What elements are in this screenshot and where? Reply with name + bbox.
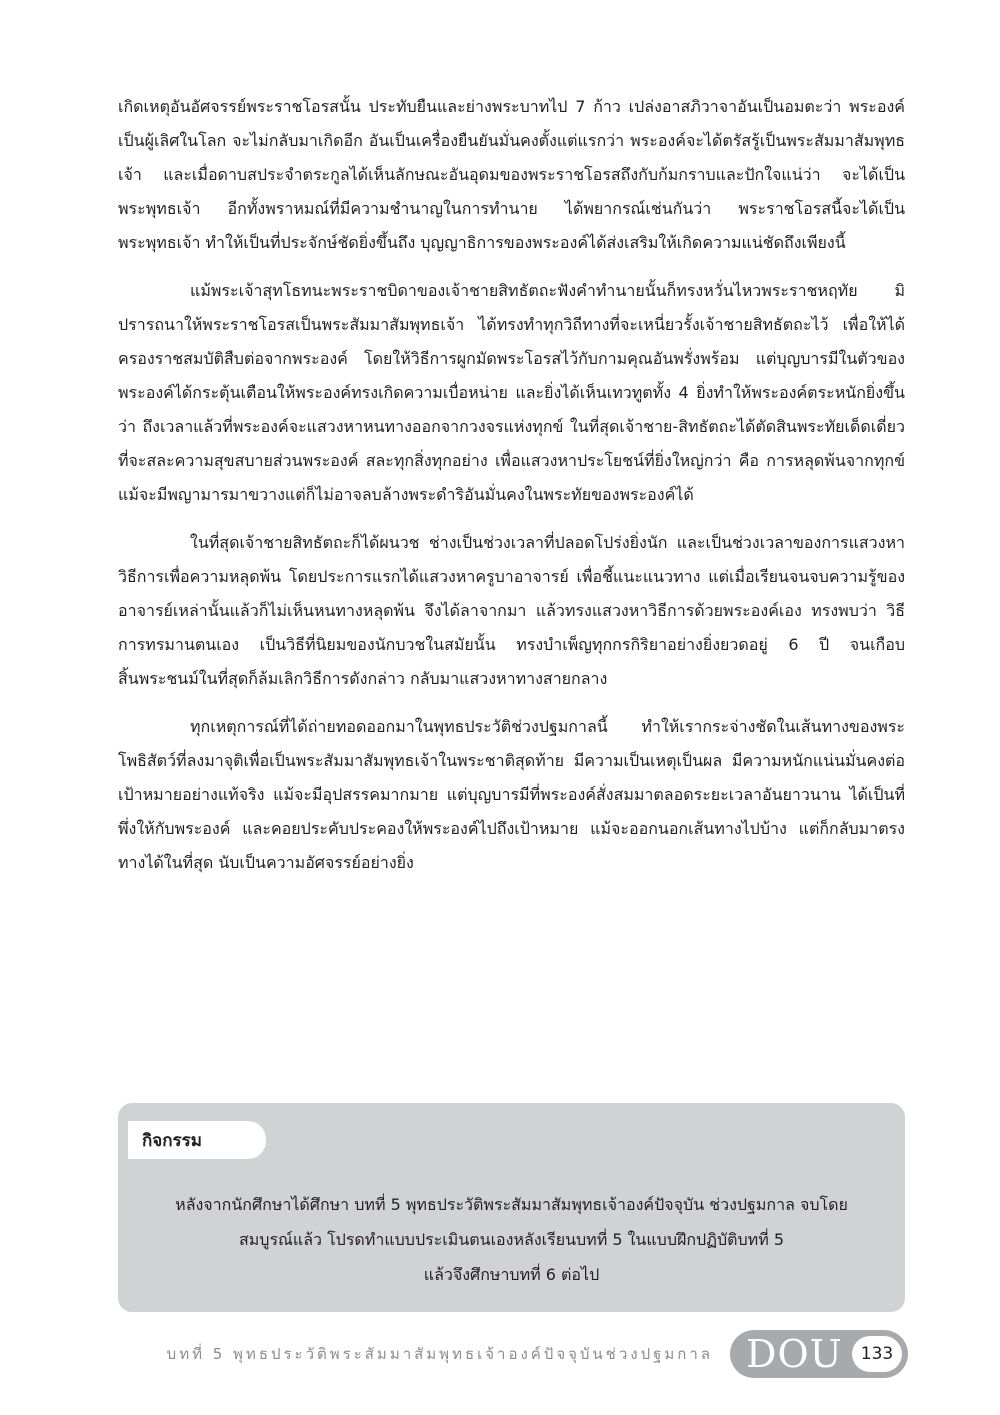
activity-box xyxy=(118,1103,905,1312)
chapter-caption: บทที่ 5 พุทธประวัติพระสัมมาสัมพุทธเจ้าองค์ปัจจุบันช่วงปฐมกาล xyxy=(166,1345,713,1363)
paragraph-2: แม้พระเจ้าสุทโธทนะพระราชบิดาของเจ้าชายสิทธัตถะฟังคำทำนายนั้นก็ทรงหวั่นไหวพระราชหฤทัย มิปรารถนาให้พระราชโอรสเป็นพระสัมมาสัมพุทธเจ้า ได้ทรงทำทุกวิถีทางที่จะเหนี่ยวรั้งเจ้าชายสิทธัตถะไว้ เพื่อให้ได้ครองราชสมบัติสืบต่อจากพระองค์ โดยให้วิธีการผูกมัดพระโอรสไว้กับกามคุณอันพรั่งพร้อม แต่บุญบารมีในตัวของพระองค์ได้กระตุ้นเตือนให้พระองค์ทรงเกิดความเบื่อหน่าย และยิ่งได้เห็นเทวทูตทั้ง 4 ยิ่งทำให้พระองค์ตระหนักยิ่งขึ้นว่า ถึงเวลาแล้วที่พระองค์จะแสวงหาหนทางออกจากวงจรแห่งทุกข์ ในที่สุดเจ้าชาย-สิทธัตถะได้ตัดสินพระทัยเด็ดเดี่ยว ที่จะสละความสุขสบายส่วนพระองค์ สละทุกสิ่งทุกอย่าง เพื่อแสวงหาประโยชน์ที่ยิ่งใหญ่กว่า คือ การหลุดพ้นจากทุกข์ แม้จะมีพญามารมาขวางแต่ก็ไม่อาจลบล้างพระดำริอันมั่นคงในพระทัยของพระองค์ได้ xyxy=(118,281,905,504)
activity-line: หลังจากนักศึกษาได้ศึกษา บทที่ 5 พุทธประวัติพระสัมมาสัมพุทธเจ้าองค์ปัจจุบัน ช่วงปฐมกาล จบโดย xyxy=(175,1195,848,1214)
activity-line: สมบูรณ์แล้ว โปรดทำแบบประเมินตนเองหลังเรียนบทที่ 5 ในแบบฝึกปฏิบัติบทที่ 5 xyxy=(238,1230,785,1249)
body-text xyxy=(118,90,905,894)
dou-logo: DOU xyxy=(746,1332,843,1376)
activity-line: แล้วจึงศึกษาบทที่ 6 ต่อไป xyxy=(423,1265,600,1284)
activity-label: กิจกรรม xyxy=(128,1121,266,1159)
page-number: 133 xyxy=(852,1336,902,1372)
paragraph-4: ทุกเหตุการณ์ที่ได้ถ่ายทอดออกมาในพุทธประวัติช่วงปฐมกาลนี้ ทำให้เรากระจ่างชัดในเส้นทางของพระโพธิสัตว์ที่ลงมาจุติเพื่อเป็นพระสัมมาสัมพุทธเจ้าในพระชาติสุดท้าย มีความเป็นเหตุเป็นผล มีความหนักแน่นมั่นคงต่อเป้าหมายอย่างแท้จริง แม้จะมีอุปสรรคมากมาย แต่บุญบารมีที่พระองค์สั่งสมมาตลอดระยะเวลาอันยาวนาน ได้เป็นที่พึ่งให้กับพระองค์ และคอยประคับประคองให้พระองค์ไปถึงเป้าหมาย แม้จะออกนอกเส้นทางไปบ้าง แต่ก็กลับมาตรงทางได้ในที่สุด นับเป็นความอัศจรรย์อย่างยิ่ง xyxy=(118,717,905,872)
footer-badge xyxy=(730,1330,908,1378)
page-footer xyxy=(150,1330,908,1378)
paragraph-1: เกิดเหตุอันอัศจรรย์พระราชโอรสนั้น ประทับยืนและย่างพระบาทไป 7 ก้าว เปล่งอาสภิวาจาอันเป็นอมตะว่า พระองค์เป็นผู้เลิศในโลก จะไม่กลับมาเกิดอีก อันเป็นเครื่องยืนยันมั่นคงตั้งแต่แรกว่า พระองค์จะได้ตรัสรู้เป็นพระสัมมาสัมพุทธเจ้า และเมื่อดาบสประจำตระกูลได้เห็นลักษณะอันอุดมของพระราชโอรสถึงกับก้มกราบและปักใจแน่ว่า จะได้เป็นพระพุทธเจ้า อีกทั้งพราหมณ์ที่มีความชำนาญในการทำนาย ได้พยากรณ์เช่นกันว่า พระราชโอรสนี้จะได้เป็นพระพุทธเจ้า ทำให้เป็นที่ประจักษ์ชัดยิ่งขึ้นถึง บุญญาธิการของพระองค์ได้ส่งเสริมให้เกิดความแน่ชัดถึงเพียงนี้ xyxy=(118,97,905,252)
activity-instructions xyxy=(118,1187,905,1292)
paragraph-3: ในที่สุดเจ้าชายสิทธัตถะก็ได้ผนวช ช่างเป็นช่วงเวลาที่ปลอดโปร่งยิ่งนัก และเป็นช่วงเวลาของการแสวงหาวิธีการเพื่อความหลุดพ้น โดยประการแรกได้แสวงหาครูบาอาจารย์ เพื่อชี้แนะแนวทาง แต่เมื่อเรียนจนจบความรู้ของอาจารย์เหล่านั้นแล้วก็ไม่เห็นหนทางหลุดพ้น จึงได้ลาจากมา แล้วทรงแสวงหาวิธีการด้วยพระองค์เอง ทรงพบว่า วิธีการทรมานตนเอง เป็นวิธีที่นิยมของนักบวชในสมัยนั้น ทรงบำเพ็ญทุกกรกิริยาอย่างยิ่งยวดอยู่ 6 ปี จนเกือบสิ้นพระชนม์ในที่สุดก็ล้มเลิกวิธีการดังกล่าว กลับมาแสวงหาทางสายกลาง xyxy=(118,533,905,688)
